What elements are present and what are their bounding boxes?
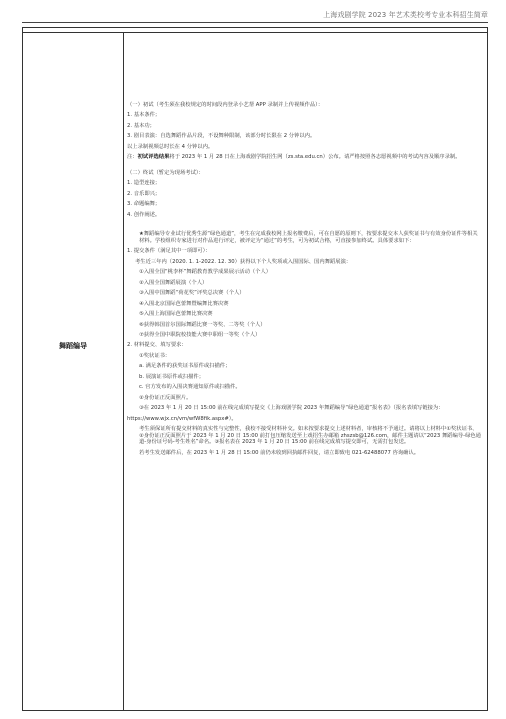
condition-item: ⑤入围上海国际芭蕾舞比赛决赛 bbox=[139, 311, 213, 318]
initial-remark bbox=[127, 154, 481, 161]
remark-rest: 将于 2023 年 1 月 28 日在上海戏剧学院招生网（zs.sta.edu.cn）公布。请严格按照各志愿视频中的考试内容及顺序录制。 bbox=[169, 154, 461, 161]
condition-item: ④入围北京国际芭蕾舞暨编舞比赛决赛 bbox=[139, 300, 229, 307]
email-instructions: 考生须保证所有提交材料的真实性与完整性，我校不接受材料补交。如未按要求提交上述材料者，审核将不予通过。请将以上材料中①奖状证书、②身份证正反面照片于 2023 年 1 月 20 日 15:00 前打包压缩发送至上戏招生办邮箱 zhszsb@126.com，邮件主题请以“2023 舞蹈编导-绿色通道-身份证号码-考生姓名”命名。③报名表在 2023 年 1 月 20 日 15:00 前在线完成填写提交即可，无需打包发送。 bbox=[139, 426, 481, 446]
row-label: 舞蹈编导 bbox=[59, 342, 87, 350]
contact-instructions: 若考生发送邮件后，在 2023 年 1 月 28 日 15:00 前仍未收到回执邮件回复，请立即致电 021-62488077 咨询确认。 bbox=[139, 449, 420, 456]
initial-exam-heading: （一）初试（考生须在我校规定的时间段内登录小艺帮 APP 录制并上传视频作品）： bbox=[127, 102, 324, 108]
initial-item: 3. 剧目表演：自选舞蹈作品片段，不设舞种限制，该部分时长限在 2 分钟以内。 bbox=[127, 133, 316, 140]
initial-note: 以上录制视频总时长在 4 分钟以内。 bbox=[127, 143, 214, 150]
condition-item: ⑦获得全国中职院校技能大赛中职组一等奖（个人） bbox=[139, 331, 261, 338]
conditions-sub: 考生近三年内（2020. 1. 1-2022. 12. 30）获得以下个人奖项或入围国际、国内舞蹈展演： bbox=[135, 258, 352, 265]
material-item: c. 官方发布的入围决赛通知原件或扫描件。 bbox=[139, 384, 241, 391]
material-item: b. 展演证书原件或扫描件； bbox=[139, 373, 204, 380]
material-item: ①奖状证书： bbox=[139, 352, 171, 359]
form-url[interactable]: https://www.wjx.cn/vm/wfW8fik.aspx#）。 bbox=[127, 415, 237, 422]
initial-item: 2. 基本功； bbox=[127, 122, 155, 129]
final-item: 1. 造型连接； bbox=[127, 180, 161, 187]
condition-item: ③入围中国舞蹈“荷花奖”评奖总决赛（个人） bbox=[139, 290, 245, 297]
form-line: ③在 2023 年 1 月 20 日 15:00 前在线完成填写提交《上海戏剧学院 2023 年舞蹈编导“绿色通道”报名表》（报名表填写链接为： bbox=[139, 405, 444, 412]
condition-item: ①入围全国“桃李杯”舞蹈教育教学成果展示活动（个人） bbox=[139, 269, 272, 276]
table-frame bbox=[22, 27, 488, 711]
final-item: 3. 命题编舞； bbox=[127, 201, 161, 208]
condition-item: ⑥获得韩国首尔国际舞蹈比赛一等奖、二等奖（个人） bbox=[139, 321, 266, 328]
initial-item: 1. 基本条件； bbox=[127, 112, 161, 119]
running-header: 上海戏剧学院 2023 年艺术类校考专业本科招生简章 bbox=[323, 11, 488, 19]
remark-bold: 初试评选结果 bbox=[137, 154, 170, 161]
table-top-rule bbox=[23, 32, 487, 33]
final-item: 2. 音乐即兴； bbox=[127, 190, 161, 197]
material-item: a. 满足条件的获奖证书原件或扫描件； bbox=[139, 363, 231, 370]
material-item: ②身份证正反面照片。 bbox=[139, 394, 192, 401]
header-rule bbox=[22, 22, 488, 23]
row-content bbox=[127, 102, 481, 460]
remark-prefix: 注： bbox=[127, 154, 138, 161]
materials-heading: 2. 材料提交、填写要求： bbox=[127, 342, 187, 349]
green-channel-intro: ★舞蹈编导专业试行优秀生源“绿色通道”，考生在完成我校网上报名缴费后，可在自愿的原则下，按要求提交本人获奖证书与有效身份证件等相关材料。学校组织专家进行对作品进行评定，被评定为“通过”的考生，可为初试合格，可直接参加终试。具体要求如下： bbox=[139, 231, 478, 244]
conditions-heading: 1. 提交条件（满足其中一项即可）： bbox=[127, 248, 211, 255]
final-exam-heading: （二）终试（暂定为现场考试）： bbox=[127, 169, 204, 176]
final-item: 4. 创作阐述。 bbox=[127, 211, 161, 218]
condition-item: ②入围全国舞蹈展演（个人） bbox=[139, 279, 208, 286]
column-divider bbox=[123, 32, 124, 710]
